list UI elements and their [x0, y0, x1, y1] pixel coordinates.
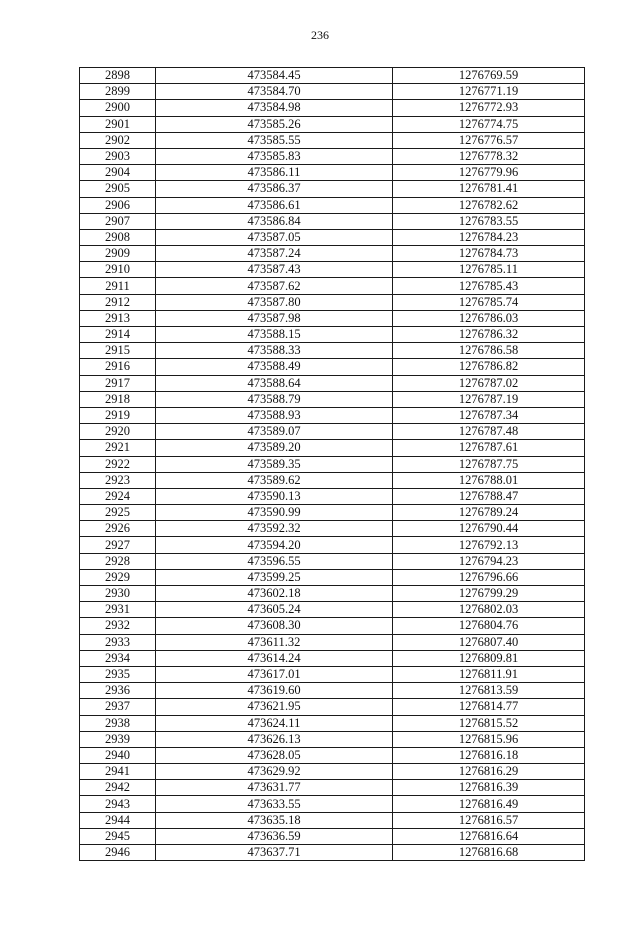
x-coordinate-cell: 473587.98: [156, 310, 393, 326]
y-coordinate-cell: 1276771.19: [393, 84, 585, 100]
y-coordinate-cell: 1276792.13: [393, 537, 585, 553]
y-coordinate-cell: 1276794.23: [393, 553, 585, 569]
table-row: [80, 796, 585, 812]
x-coordinate-cell: 473585.83: [156, 148, 393, 164]
y-coordinate-cell: 1276811.91: [393, 666, 585, 682]
table-row: [80, 747, 585, 763]
x-coordinate-cell: 473611.32: [156, 634, 393, 650]
point-number-cell: 2937: [80, 699, 156, 715]
point-number-cell: 2926: [80, 521, 156, 537]
y-coordinate-cell: 1276787.75: [393, 456, 585, 472]
coordinates-table: [79, 67, 585, 861]
point-number-cell: 2899: [80, 84, 156, 100]
x-coordinate-cell: 473589.20: [156, 440, 393, 456]
table-row: [80, 197, 585, 213]
point-number-cell: 2902: [80, 132, 156, 148]
table-row: [80, 343, 585, 359]
y-coordinate-cell: 1276816.49: [393, 796, 585, 812]
y-coordinate-cell: 1276804.76: [393, 618, 585, 634]
x-coordinate-cell: 473619.60: [156, 683, 393, 699]
table-row: [80, 683, 585, 699]
x-coordinate-cell: 473590.99: [156, 505, 393, 521]
y-coordinate-cell: 1276816.68: [393, 845, 585, 861]
table-row: [80, 359, 585, 375]
point-number-cell: 2929: [80, 569, 156, 585]
table-row: [80, 553, 585, 569]
point-number-cell: 2920: [80, 424, 156, 440]
x-coordinate-cell: 473633.55: [156, 796, 393, 812]
table-row: [80, 586, 585, 602]
y-coordinate-cell: 1276786.03: [393, 310, 585, 326]
y-coordinate-cell: 1276787.61: [393, 440, 585, 456]
x-coordinate-cell: 473637.71: [156, 845, 393, 861]
point-number-cell: 2938: [80, 715, 156, 731]
point-number-cell: 2915: [80, 343, 156, 359]
x-coordinate-cell: 473585.55: [156, 132, 393, 148]
y-coordinate-cell: 1276784.73: [393, 246, 585, 262]
x-coordinate-cell: 473587.62: [156, 278, 393, 294]
coordinates-table-container: [79, 67, 584, 861]
x-coordinate-cell: 473585.26: [156, 116, 393, 132]
table-row: [80, 440, 585, 456]
x-coordinate-cell: 473602.18: [156, 586, 393, 602]
table-row: [80, 650, 585, 666]
table-row: [80, 375, 585, 391]
point-number-cell: 2900: [80, 100, 156, 116]
table-row: [80, 634, 585, 650]
table-row: [80, 310, 585, 326]
y-coordinate-cell: 1276814.77: [393, 699, 585, 715]
x-coordinate-cell: 473635.18: [156, 812, 393, 828]
point-number-cell: 2916: [80, 359, 156, 375]
x-coordinate-cell: 473596.55: [156, 553, 393, 569]
point-number-cell: 2904: [80, 165, 156, 181]
y-coordinate-cell: 1276816.57: [393, 812, 585, 828]
y-coordinate-cell: 1276786.82: [393, 359, 585, 375]
y-coordinate-cell: 1276787.48: [393, 424, 585, 440]
x-coordinate-cell: 473614.24: [156, 650, 393, 666]
point-number-cell: 2932: [80, 618, 156, 634]
x-coordinate-cell: 473587.80: [156, 294, 393, 310]
y-coordinate-cell: 1276785.74: [393, 294, 585, 310]
y-coordinate-cell: 1276816.64: [393, 828, 585, 844]
table-row: [80, 505, 585, 521]
table-row: [80, 602, 585, 618]
table-row: [80, 828, 585, 844]
point-number-cell: 2935: [80, 666, 156, 682]
x-coordinate-cell: 473588.49: [156, 359, 393, 375]
table-row: [80, 456, 585, 472]
point-number-cell: 2923: [80, 472, 156, 488]
table-row: [80, 715, 585, 731]
table-row: [80, 294, 585, 310]
point-number-cell: 2919: [80, 407, 156, 423]
point-number-cell: 2903: [80, 148, 156, 164]
table-row: [80, 262, 585, 278]
x-coordinate-cell: 473589.35: [156, 456, 393, 472]
y-coordinate-cell: 1276774.75: [393, 116, 585, 132]
point-number-cell: 2942: [80, 780, 156, 796]
point-number-cell: 2944: [80, 812, 156, 828]
table-row: [80, 845, 585, 861]
table-row: [80, 213, 585, 229]
x-coordinate-cell: 473628.05: [156, 747, 393, 763]
page-number: 236: [311, 28, 329, 42]
point-number-cell: 2927: [80, 537, 156, 553]
table-row: [80, 116, 585, 132]
table-row: [80, 488, 585, 504]
x-coordinate-cell: 473594.20: [156, 537, 393, 553]
x-coordinate-cell: 473587.05: [156, 229, 393, 245]
point-number-cell: 2909: [80, 246, 156, 262]
table-row: [80, 812, 585, 828]
y-coordinate-cell: 1276802.03: [393, 602, 585, 618]
y-coordinate-cell: 1276816.39: [393, 780, 585, 796]
y-coordinate-cell: 1276807.40: [393, 634, 585, 650]
point-number-cell: 2917: [80, 375, 156, 391]
x-coordinate-cell: 473588.79: [156, 391, 393, 407]
table-row: [80, 278, 585, 294]
y-coordinate-cell: 1276813.59: [393, 683, 585, 699]
x-coordinate-cell: 473588.33: [156, 343, 393, 359]
x-coordinate-cell: 473590.13: [156, 488, 393, 504]
table-row: [80, 165, 585, 181]
x-coordinate-cell: 473629.92: [156, 764, 393, 780]
x-coordinate-cell: 473587.43: [156, 262, 393, 278]
y-coordinate-cell: 1276788.01: [393, 472, 585, 488]
y-coordinate-cell: 1276779.96: [393, 165, 585, 181]
point-number-cell: 2914: [80, 327, 156, 343]
table-row: [80, 407, 585, 423]
y-coordinate-cell: 1276787.34: [393, 407, 585, 423]
point-number-cell: 2898: [80, 68, 156, 84]
x-coordinate-cell: 473584.98: [156, 100, 393, 116]
y-coordinate-cell: 1276778.32: [393, 148, 585, 164]
y-coordinate-cell: 1276786.58: [393, 343, 585, 359]
table-row: [80, 68, 585, 84]
y-coordinate-cell: 1276815.52: [393, 715, 585, 731]
x-coordinate-cell: 473589.07: [156, 424, 393, 440]
point-number-cell: 2901: [80, 116, 156, 132]
x-coordinate-cell: 473586.61: [156, 197, 393, 213]
point-number-cell: 2912: [80, 294, 156, 310]
y-coordinate-cell: 1276772.93: [393, 100, 585, 116]
x-coordinate-cell: 473624.11: [156, 715, 393, 731]
x-coordinate-cell: 473587.24: [156, 246, 393, 262]
x-coordinate-cell: 473588.15: [156, 327, 393, 343]
point-number-cell: 2907: [80, 213, 156, 229]
point-number-cell: 2941: [80, 764, 156, 780]
x-coordinate-cell: 473617.01: [156, 666, 393, 682]
x-coordinate-cell: 473605.24: [156, 602, 393, 618]
y-coordinate-cell: 1276786.32: [393, 327, 585, 343]
table-row: [80, 84, 585, 100]
point-number-cell: 2933: [80, 634, 156, 650]
point-number-cell: 2905: [80, 181, 156, 197]
point-number-cell: 2908: [80, 229, 156, 245]
y-coordinate-cell: 1276787.02: [393, 375, 585, 391]
table-row: [80, 424, 585, 440]
point-number-cell: 2924: [80, 488, 156, 504]
y-coordinate-cell: 1276781.41: [393, 181, 585, 197]
table-row: [80, 731, 585, 747]
x-coordinate-cell: 473636.59: [156, 828, 393, 844]
table-row: [80, 132, 585, 148]
point-number-cell: 2946: [80, 845, 156, 861]
x-coordinate-cell: 473586.37: [156, 181, 393, 197]
y-coordinate-cell: 1276785.43: [393, 278, 585, 294]
point-number-cell: 2911: [80, 278, 156, 294]
table-row: [80, 699, 585, 715]
y-coordinate-cell: 1276815.96: [393, 731, 585, 747]
x-coordinate-cell: 473599.25: [156, 569, 393, 585]
y-coordinate-cell: 1276782.62: [393, 197, 585, 213]
x-coordinate-cell: 473586.84: [156, 213, 393, 229]
table-row: [80, 780, 585, 796]
point-number-cell: 2918: [80, 391, 156, 407]
point-number-cell: 2925: [80, 505, 156, 521]
point-number-cell: 2945: [80, 828, 156, 844]
y-coordinate-cell: 1276788.47: [393, 488, 585, 504]
y-coordinate-cell: 1276785.11: [393, 262, 585, 278]
point-number-cell: 2921: [80, 440, 156, 456]
table-row: [80, 391, 585, 407]
x-coordinate-cell: 473588.93: [156, 407, 393, 423]
table-row: [80, 618, 585, 634]
table-row: [80, 537, 585, 553]
x-coordinate-cell: 473584.45: [156, 68, 393, 84]
y-coordinate-cell: 1276816.29: [393, 764, 585, 780]
table-body: [80, 68, 585, 861]
y-coordinate-cell: 1276796.66: [393, 569, 585, 585]
point-number-cell: 2910: [80, 262, 156, 278]
table-row: [80, 569, 585, 585]
y-coordinate-cell: 1276784.23: [393, 229, 585, 245]
x-coordinate-cell: 473631.77: [156, 780, 393, 796]
table-row: [80, 100, 585, 116]
table-row: [80, 666, 585, 682]
y-coordinate-cell: 1276787.19: [393, 391, 585, 407]
point-number-cell: 2928: [80, 553, 156, 569]
x-coordinate-cell: 473586.11: [156, 165, 393, 181]
point-number-cell: 2931: [80, 602, 156, 618]
y-coordinate-cell: 1276799.29: [393, 586, 585, 602]
point-number-cell: 2939: [80, 731, 156, 747]
point-number-cell: 2934: [80, 650, 156, 666]
point-number-cell: 2930: [80, 586, 156, 602]
table-row: [80, 472, 585, 488]
table-row: [80, 246, 585, 262]
x-coordinate-cell: 473626.13: [156, 731, 393, 747]
point-number-cell: 2943: [80, 796, 156, 812]
y-coordinate-cell: 1276816.18: [393, 747, 585, 763]
point-number-cell: 2940: [80, 747, 156, 763]
point-number-cell: 2936: [80, 683, 156, 699]
table-row: [80, 764, 585, 780]
y-coordinate-cell: 1276809.81: [393, 650, 585, 666]
table-row: [80, 181, 585, 197]
y-coordinate-cell: 1276783.55: [393, 213, 585, 229]
x-coordinate-cell: 473589.62: [156, 472, 393, 488]
table-row: [80, 521, 585, 537]
x-coordinate-cell: 473608.30: [156, 618, 393, 634]
x-coordinate-cell: 473588.64: [156, 375, 393, 391]
x-coordinate-cell: 473592.32: [156, 521, 393, 537]
point-number-cell: 2906: [80, 197, 156, 213]
table-row: [80, 327, 585, 343]
y-coordinate-cell: 1276776.57: [393, 132, 585, 148]
y-coordinate-cell: 1276790.44: [393, 521, 585, 537]
point-number-cell: 2913: [80, 310, 156, 326]
table-row: [80, 148, 585, 164]
x-coordinate-cell: 473584.70: [156, 84, 393, 100]
y-coordinate-cell: 1276769.59: [393, 68, 585, 84]
point-number-cell: 2922: [80, 456, 156, 472]
table-row: [80, 229, 585, 245]
x-coordinate-cell: 473621.95: [156, 699, 393, 715]
y-coordinate-cell: 1276789.24: [393, 505, 585, 521]
